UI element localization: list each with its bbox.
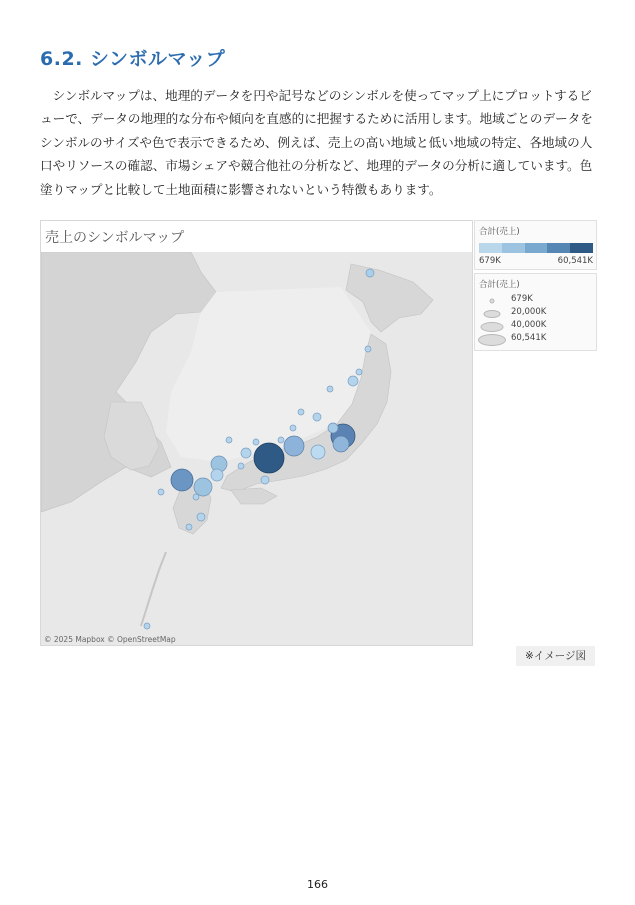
size-legend-symbol <box>490 298 495 303</box>
size-legend-label: 20,000K <box>511 307 547 317</box>
page-number: 166 <box>307 878 328 891</box>
color-legend-title: 合計(売上) <box>479 227 520 237</box>
size-legend-label: 60,541K <box>511 333 547 343</box>
map-attribution: © 2025 Mapbox © OpenStreetMap <box>44 635 176 644</box>
symbol-map-viz <box>40 220 473 646</box>
size-legend <box>474 273 597 351</box>
size-legend-title: 合計(売上) <box>479 280 520 290</box>
viz-title: 売上のシンボルマップ <box>45 230 185 246</box>
color-legend-max: 60,541K <box>557 256 593 266</box>
color-ramp-step <box>570 243 593 253</box>
color-ramp <box>479 243 593 253</box>
size-legend-symbol <box>478 334 506 346</box>
size-legend-label: 679K <box>511 294 533 304</box>
color-ramp-step <box>502 243 525 253</box>
color-legend <box>474 220 597 270</box>
size-legend-symbol <box>484 310 501 318</box>
section-heading: 6.2. シンボルマップ <box>40 48 226 70</box>
size-legend-item <box>475 333 596 346</box>
japan-map <box>41 252 472 645</box>
size-legend-symbol <box>481 322 504 332</box>
size-legend-item <box>475 307 596 320</box>
body-paragraph: シンボルマップは、地理的データを円や記号などのシンボルを使ってマップ上にプロットするビューで、データの地理的な分布や傾向を直感的に把握するために活用します。地域ごとのデータをシンボルのサイズや色で表示できるため、例えば、売上の高い地域と低い地域の特定、各地域の人口やリソースの確認、市場シェアや競合他社の分析など、地理的データの分析に適しています。色塗りマップと比較して土地面積に影響されないという特徴もあります。 <box>40 88 593 197</box>
image-note: ※イメージ図 <box>516 646 595 666</box>
color-legend-min: 679K <box>479 256 501 266</box>
color-ramp-step <box>547 243 570 253</box>
size-legend-item <box>475 320 596 333</box>
color-ramp-step <box>479 243 502 253</box>
size-legend-label: 40,000K <box>511 320 547 330</box>
map-area[interactable] <box>41 252 472 645</box>
color-ramp-step <box>525 243 548 253</box>
size-legend-item <box>475 294 596 307</box>
